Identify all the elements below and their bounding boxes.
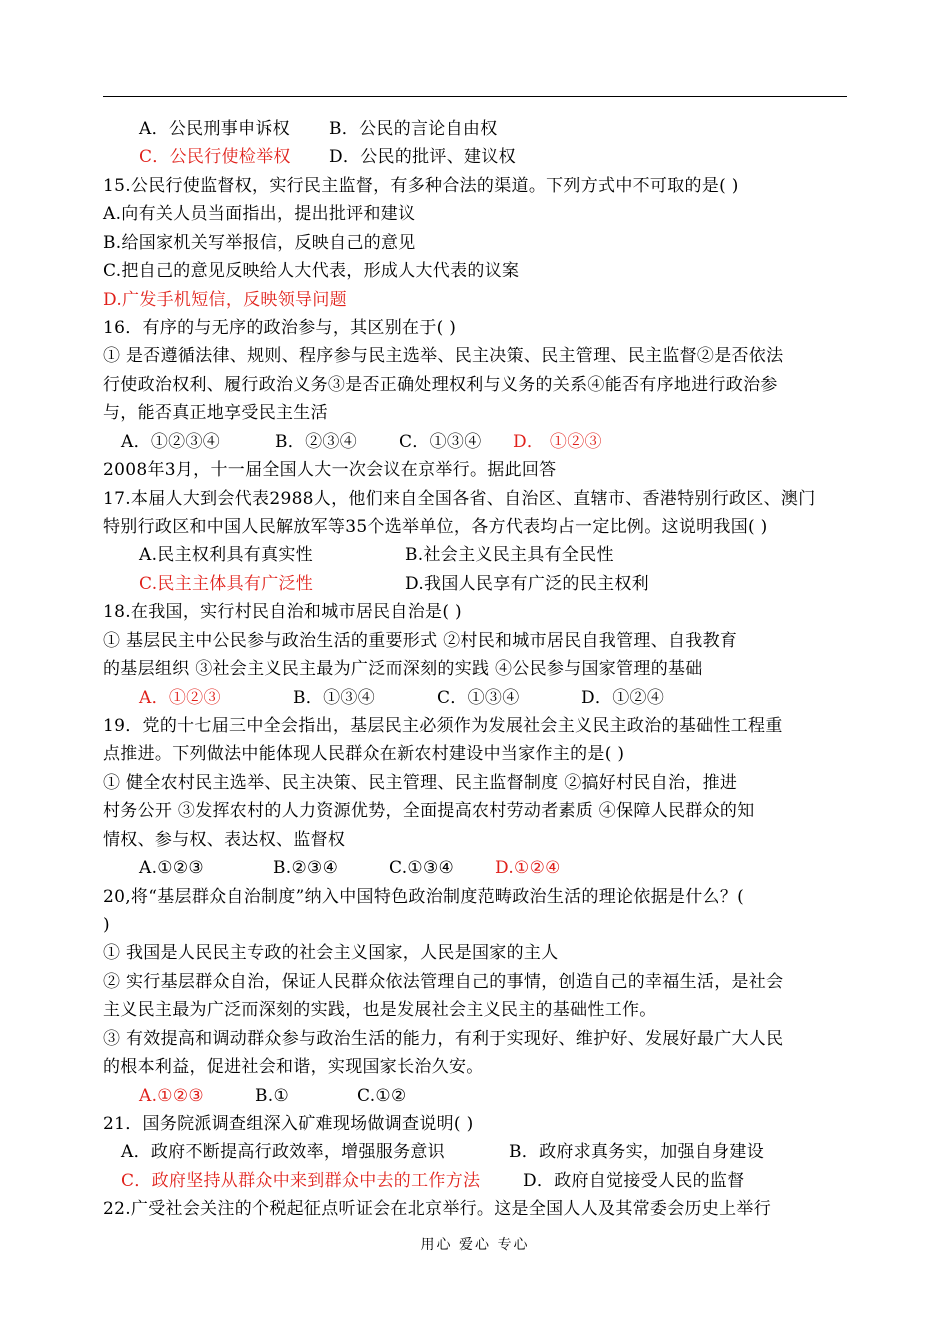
answer-option-highlighted: D.①②④ (495, 858, 561, 879)
answer-option: B.②③④ (273, 858, 339, 879)
answer-option: C．①③④ (437, 687, 520, 708)
text-line: 21．国务院派调查组深入矿难现场做调查说明( ) (103, 1114, 474, 1135)
answer-option: B．①③④ (293, 687, 375, 708)
text-line: ② 实行基层群众自治，保证人民群众依法管理自己的事情，创造自己的幸福生活，是社会 (103, 971, 784, 992)
page-footer: 用心 爱心 专心 (420, 1237, 530, 1253)
text-line: 16．有序的与无序的政治参与，其区别在于( ) (103, 318, 457, 338)
text-line: ① 基层民主中公民参与政治生活的重要形式 ②村民和城市居民自我管理、自我教育 (103, 630, 738, 651)
answer-option: B．政府求真务实，加强自身建设 (509, 1142, 764, 1163)
answer-option-highlighted: C.民主主体具有广泛性 (139, 573, 314, 594)
text-line: 22.广受社会关注的个税起征点听证会在北京举行。这是全国人人及其常委会历史上举行 (103, 1199, 772, 1220)
answer-option: D.我国人民享有广泛的民主权利 (405, 573, 649, 594)
answer-option: B.社会主义民主具有全民性 (405, 545, 614, 566)
answer-option: B．②③④ (275, 431, 357, 452)
answer-option-highlighted: C．政府坚持从群众中来到群众中去的工作方法 (121, 1170, 481, 1191)
answer-option: A．政府不断提高行政效率，增强服务意识 (121, 1142, 445, 1163)
answer-option: D．①②④ (581, 687, 665, 708)
text-line: 19．党的十七届三中全会指出，基层民主必须作为发展社会主义民主政治的基础性工程重 (103, 716, 783, 737)
text-line: 村务公开 ③发挥农村的人力资源优势，全面提高农村劳动者素质 ④保障人民群众的知 (103, 801, 755, 822)
text-line: ) (103, 915, 110, 936)
answer-option: A．①②③④ (121, 431, 221, 452)
text-line: A.向有关人员当面指出，提出批评和建议 (103, 204, 416, 225)
answer-option-highlighted: C．公民行使检举权 (139, 147, 291, 168)
answer-option-highlighted: A.①②③ (139, 1085, 204, 1106)
answer-option: B．公民的言论自由权 (329, 119, 498, 139)
answer-option: B.① (255, 1085, 290, 1106)
answer-option-highlighted: A．①②③ (139, 687, 221, 708)
text-line: 的根本利益，促进社会和谐，实现国家长治久安。 (103, 1057, 484, 1078)
text-line: 与，能否真正地享受民主生活 (103, 403, 328, 424)
answer-option: A.民主权利具有真实性 (139, 545, 313, 566)
answer-option: D．政府自觉接受人民的监督 (523, 1170, 745, 1191)
text-line: 点推进。下列做法中能体现人民群众在新农村建设中当家作主的是( ) (103, 744, 625, 765)
text-line: ① 是否遵循法律、规则、程序参与民主选举、民主决策、民主管理、民主监督②是否依法 (103, 346, 784, 367)
text-line: 20,将“基层群众自治制度”纳入中国特色政治制度范畴政治生活的理论依据是什么？( (103, 886, 745, 907)
text-line: 情权、参与权、表达权、监督权 (103, 829, 346, 850)
text-line: 的基层组织 ③社会主义民主最为广泛而深刻的实践 ④公民参与国家管理的基础 (103, 659, 703, 680)
text-line: 主义民主最为广泛而深刻的实践，也是发展社会主义民主的基础性工作。 (103, 1000, 657, 1021)
text-line: 行使政治权利、履行政治义务③是否正确处理权利与义务的关系④能否有序地进行政治参 (103, 374, 778, 395)
answer-option: D．公民的批评、建议权 (329, 147, 516, 168)
text-line: 15.公民行使监督权，实行民主监督，有多种合法的渠道。下列方式中不可取的是( ) (103, 175, 739, 196)
text-line: 特别行政区和中国人民解放军等35个选举单位，各方代表均占一定比例。这说明我国( ) (103, 517, 768, 538)
text-line: ③ 有效提高和调动群众参与政治生活的能力，有利于实现好、维护好、发展好最广大人民 (103, 1028, 784, 1049)
answer-option: A.①②③ (139, 858, 204, 879)
text-line: 2008年3月，十一届全国人大一次会议在京举行。据此回答 (103, 460, 557, 481)
text-line: C.把自己的意见反映给人大代表，形成人大代表的议案 (103, 261, 520, 282)
header-rule (103, 96, 847, 97)
text-line: B.给国家机关写举报信，反映自己的意见 (103, 232, 416, 253)
answer-option: C.①② (357, 1085, 407, 1106)
answer-option-highlighted: D． ①②③ (513, 431, 602, 452)
text-line: 17.本届人大到会代表2988人，他们来自全国各省、自治区、直辖市、香港特别行政区、澳门 (103, 488, 816, 509)
text-line: ① 我国是人民民主专政的社会主义国家，人民是国家的主人 (103, 943, 559, 964)
answer-option: C．①③④ (399, 431, 482, 452)
text-line: ① 健全农村民主选举、民主决策、民主管理、民主监督制度 ②搞好村民自治，推进 (103, 772, 738, 793)
text-line: D.广发手机短信，反映领导问题 (103, 289, 347, 310)
answer-option: C.①③④ (389, 858, 455, 879)
text-line: 18.在我国，实行村民自治和城市居民自治是( ) (103, 602, 462, 623)
answer-option: A．公民刑事申诉权 (139, 119, 290, 139)
